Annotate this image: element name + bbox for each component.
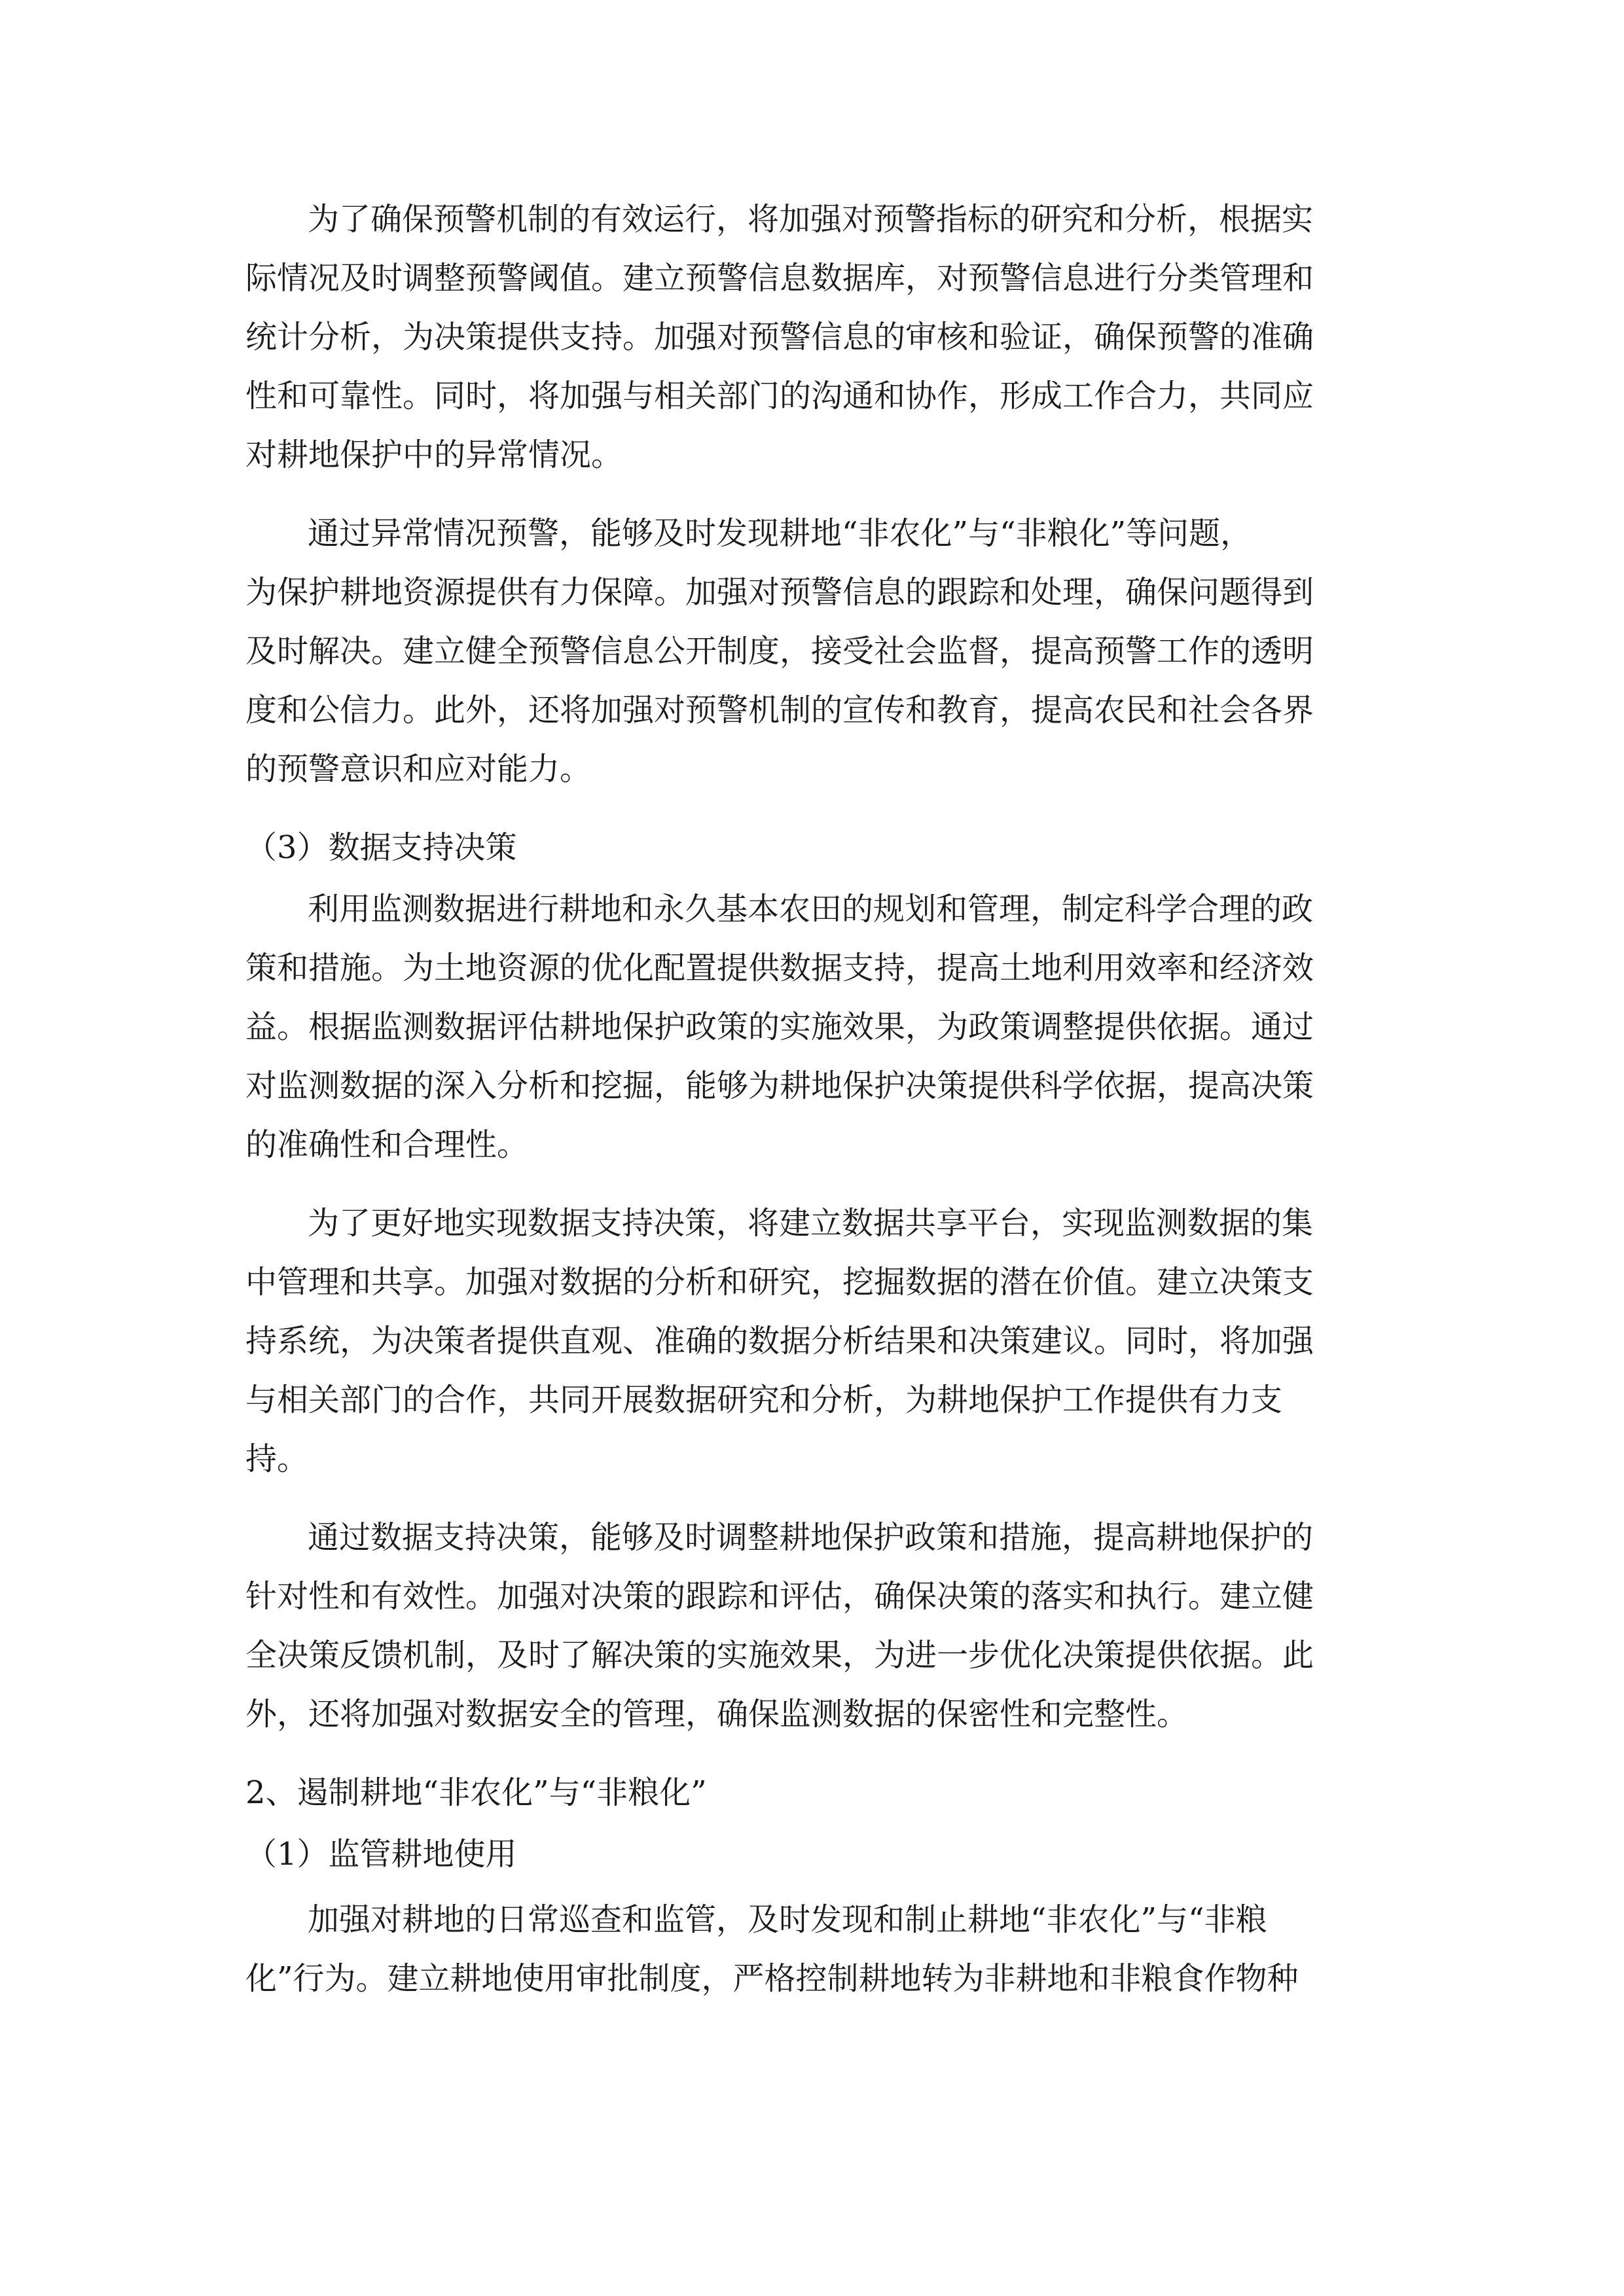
text-line: 为保护耕地资源提供有力保障。加强对预警信息的跟踪和处理，确保问题得到 (245, 574, 1314, 611)
text-line: 全决策反馈机制，及时了解决策的实施效果，为进一步优化决策提供依据。此 (245, 1637, 1314, 1674)
text-line: 为了更好地实现数据支持决策，将建立数据共享平台，实现监测数据的集 (308, 1205, 1314, 1242)
text-line: 利用监测数据进行耕地和永久基本农田的规划和管理，制定科学合理的政 (308, 891, 1314, 927)
text-line: 对监测数据的深入分析和挖掘，能够为耕地保护决策提供科学依据，提高决策 (245, 1067, 1314, 1104)
text-line: 度和公信力。此外，还将加强对预警机制的宣传和教育，提高农民和社会各界 (245, 692, 1314, 728)
text-line: 统计分析，为决策提供支持。加强对预警信息的审核和验证，确保预警的准确 (245, 319, 1314, 355)
section-heading: （3）数据支持决策 (245, 829, 517, 866)
text-line: 性和可靠性。同时，将加强与相关部门的沟通和协作，形成工作合力，共同应 (245, 378, 1314, 414)
subsection-heading: （1）监管耕地使用 (245, 1836, 517, 1873)
section-heading: 2、遏制耕地“非农化”与“非粮化” (245, 1774, 707, 1811)
text-line: 通过异常情况预警，能够及时发现耕地“非农化”与“非粮化”等问题， (308, 515, 1252, 552)
text-line: 针对性和有效性。加强对决策的跟踪和评估，确保决策的落实和执行。建立健 (245, 1578, 1314, 1615)
text-line: 为了确保预警机制的有效运行，将加强对预警指标的研究和分析，根据实 (308, 201, 1314, 238)
text-line: 对耕地保护中的异常情况。 (245, 437, 623, 473)
text-line: 的准确性和合理性。 (245, 1126, 529, 1163)
text-line: 的预警意识和应对能力。 (245, 751, 592, 787)
text-line: 与相关部门的合作，共同开展数据研究和分析，为耕地保护工作提供有力支 (245, 1382, 1283, 1418)
text-line: 加强对耕地的日常巡查和监管，及时发现和制止耕地“非农化”与“非粮 (308, 1901, 1267, 1938)
text-line: 策和措施。为土地资源的优化配置提供数据支持，提高土地利用效率和经济效 (245, 950, 1314, 986)
text-line: 持系统，为决策者提供直观、准确的数据分析结果和决策建议。同时，将加强 (245, 1323, 1314, 1359)
text-line: 通过数据支持决策，能够及时调整耕地保护政策和措施，提高耕地保护的 (308, 1519, 1314, 1556)
text-line: 中管理和共享。加强对数据的分析和研究，挖掘数据的潜在价值。建立决策支 (245, 1264, 1314, 1300)
text-line: 持。 (245, 1441, 309, 1477)
text-line: 际情况及时调整预警阈值。建立预警信息数据库，对预警信息进行分类管理和 (245, 260, 1314, 296)
text-line: 益。根据监测数据评估耕地保护政策的实施效果，为政策调整提供依据。通过 (245, 1009, 1314, 1045)
text-line: 化”行为。建立耕地使用审批制度，严格控制耕地转为非耕地和非粮食作物种 (245, 1960, 1299, 1997)
text-line: 及时解决。建立健全预警信息公开制度，接受社会监督，提高预警工作的透明 (245, 633, 1314, 670)
text-line: 外，还将加强对数据安全的管理，确保监测数据的保密性和完整性。 (245, 1696, 1189, 1732)
